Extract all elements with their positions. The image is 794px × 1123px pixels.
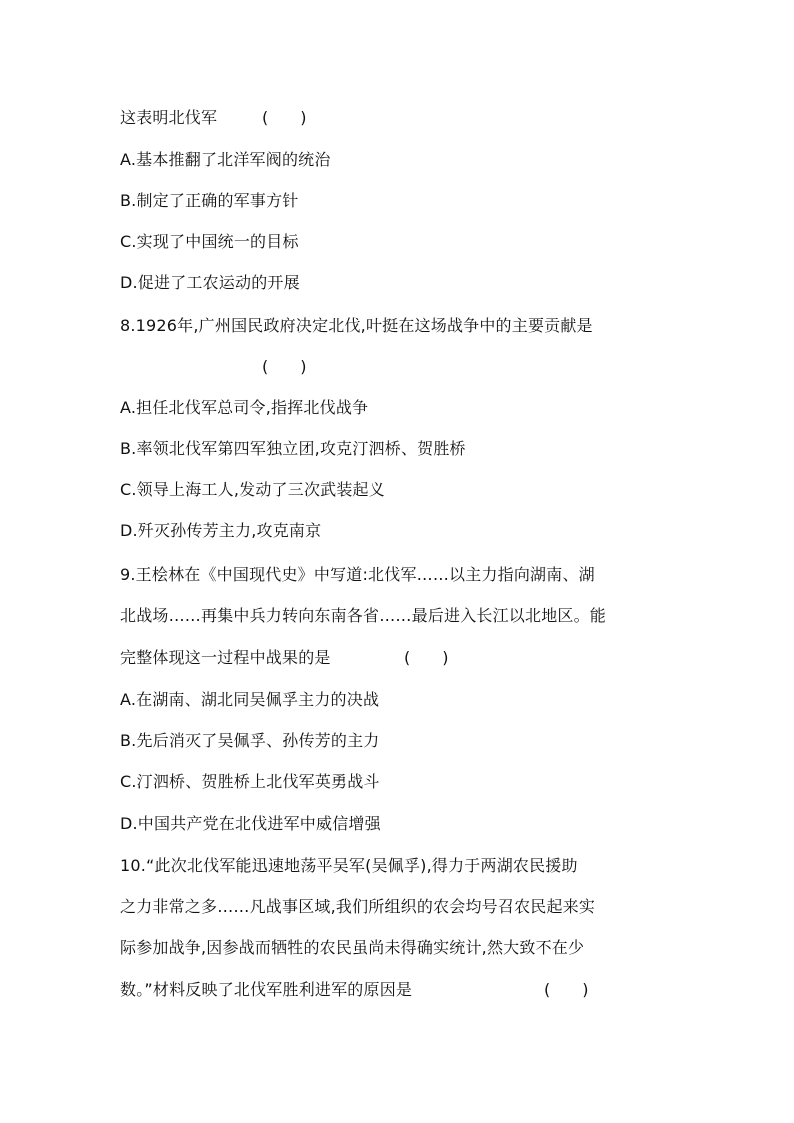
q8-option-b: B.率领北伐军第四军独立团,攻克汀泗桥、贺胜桥 [120, 439, 466, 458]
q10-stem-line-1: 10.“此次北伐军能迅速地荡平吴军(吴佩孚),得力于两湖农民援助 [120, 856, 578, 875]
q8-option-a: A.担任北伐军总司令,指挥北伐战争 [120, 398, 369, 417]
q8-stem: 8.1926年,广州国民政府决定北伐,叶挺在这场战争中的主要贡献是 [120, 316, 593, 335]
q7-option-c: C.实现了中国统一的目标 [120, 232, 299, 251]
q9-option-a: A.在湖南、湖北同吴佩孚主力的决战 [120, 690, 380, 709]
q7-option-a: A.基本推翻了北洋军阀的统治 [120, 150, 331, 169]
q9-answer-blank: ( ) [404, 648, 449, 667]
q10-stem-line-4: 数。”材料反映了北伐军胜利进军的原因是 [120, 980, 413, 999]
q9-option-c: C.汀泗桥、贺胜桥上北伐军英勇战斗 [120, 772, 380, 791]
q9-stem-line-1: 9.王桧林在《中国现代史》中写道:北伐军……以主力指向湖南、湖 [120, 565, 595, 584]
q7-answer-blank: ( ) [262, 108, 307, 127]
q7-option-b: B.制定了正确的军事方针 [120, 191, 299, 210]
q9-option-d: D.中国共产党在北伐进军中威信增强 [120, 814, 381, 833]
q10-stem-line-3: 际参加战争,因参战而牺牲的农民虽尚未得确实统计,然大致不在少 [120, 938, 585, 957]
q7-stem-tail: 这表明北伐军 [120, 108, 218, 127]
q10-answer-blank: ( ) [544, 980, 589, 999]
q8-answer-blank: ( ) [262, 357, 307, 376]
q9-stem-line-2: 北战场……再集中兵力转向东南各省……最后进入长江以北地区。能 [120, 606, 607, 625]
q9-option-b: B.先后消灭了吴佩孚、孙传芳的主力 [120, 731, 380, 750]
q9-stem-line-3: 完整体现这一过程中战果的是 [120, 648, 331, 667]
q10-stem-line-2: 之力非常之多……凡战事区域,我们所组织的农会均号召农民起来实 [120, 897, 596, 916]
q8-option-d: D.歼灭孙传芳主力,攻克南京 [120, 521, 322, 540]
q7-option-d: D.促进了工农运动的开展 [120, 273, 300, 292]
q8-option-c: C.领导上海工人,发动了三次武装起义 [120, 480, 385, 499]
